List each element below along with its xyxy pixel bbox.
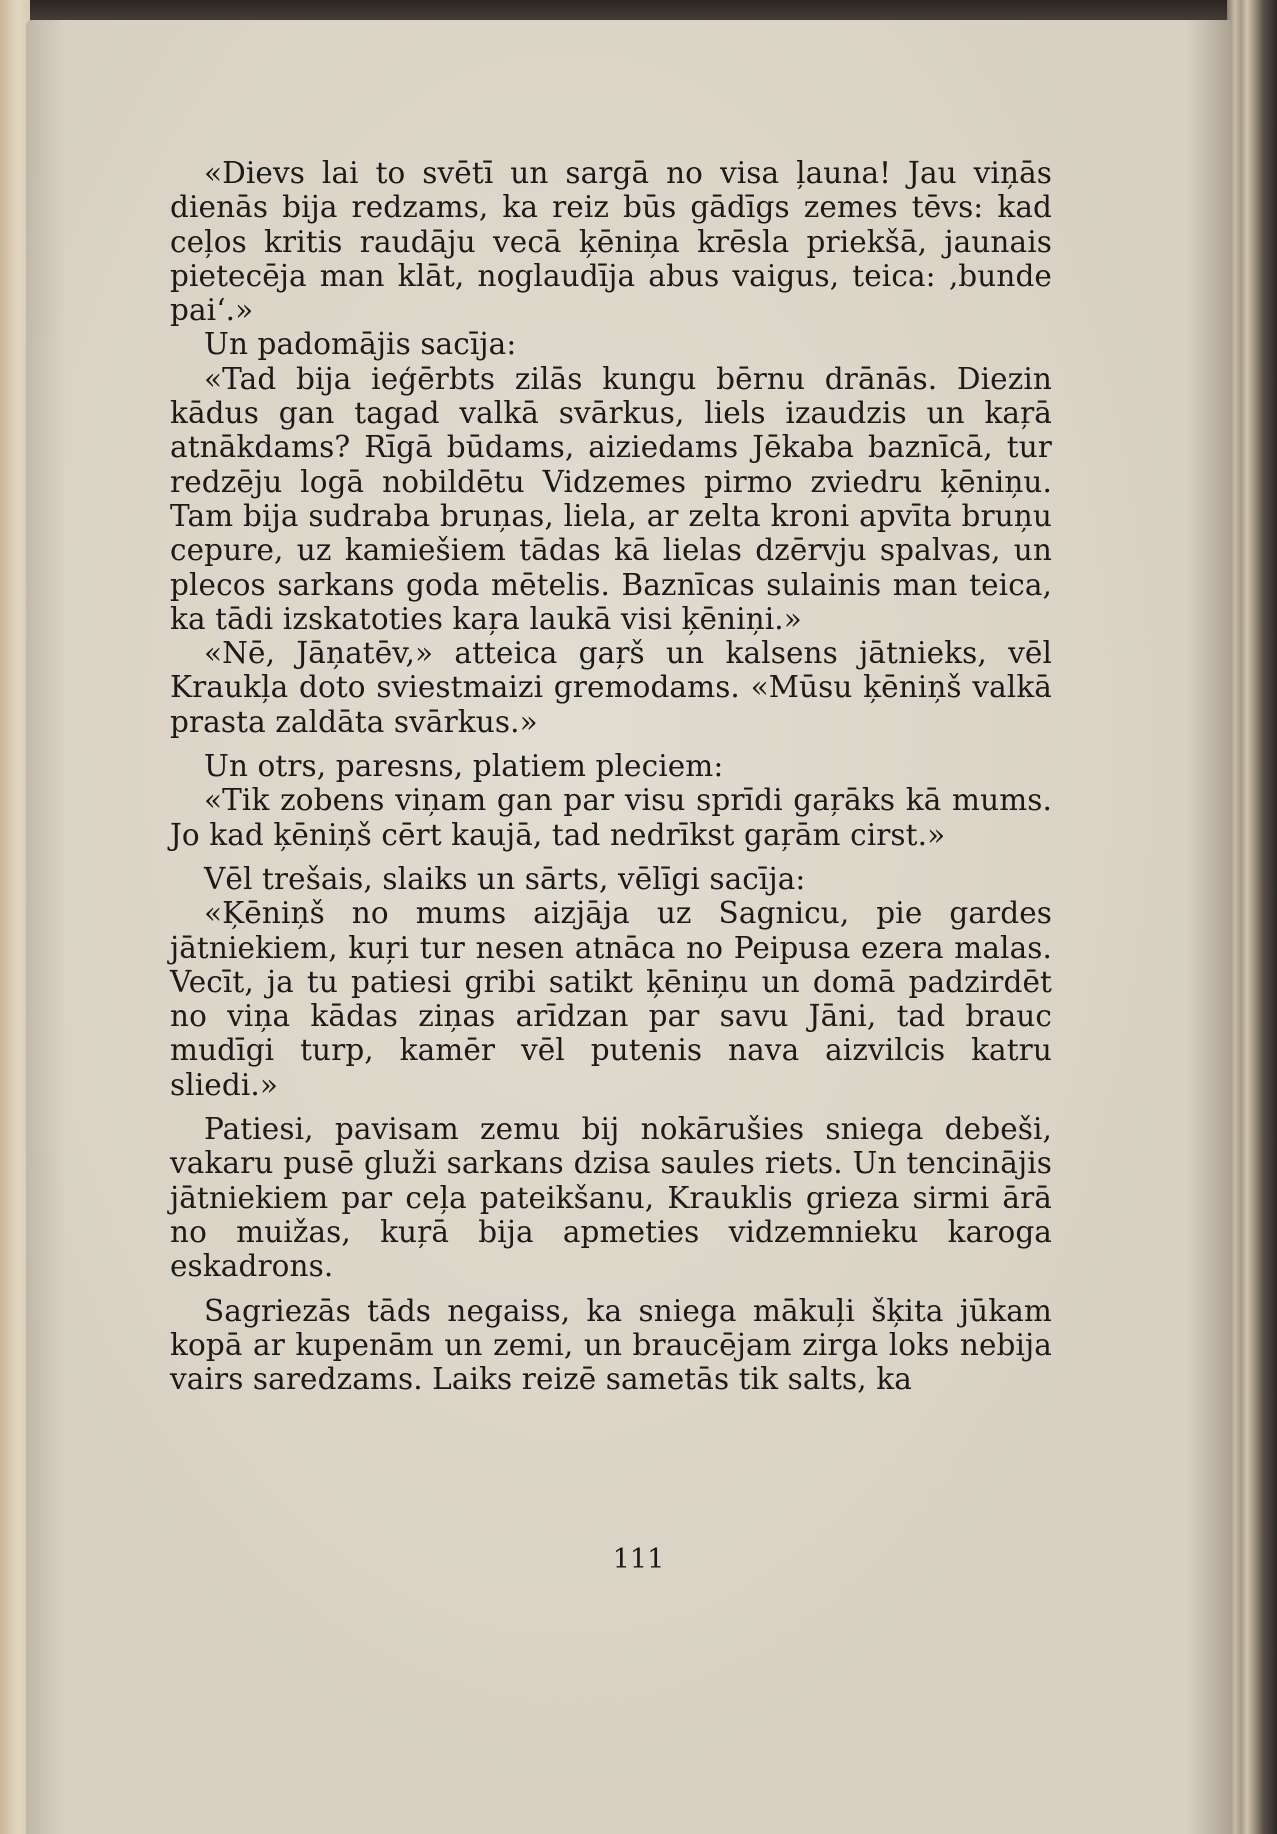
paragraph: Un padomājis sacīja: xyxy=(204,327,517,362)
paragraph: Patiesi, pavisam zemu bij nokārušies sniega debeši, vakaru pusē gluži sarkans dzisa saules riets. Un tencinājis jātniekiem par ceļa pateikšanu, Krauklis grieza sirmi ārā no muižas, kuŗā bija apmeties vidzemnieku karoga eskadrons. xyxy=(170,1112,1052,1284)
paragraph: «Tad bija ieģērbts zilās kungu bērnu drānās. Diezin kādus gan tagad valkā svārkus, liels izaudzis un kaŗā atnākdams? Rīgā būdams, aiziedams Jēkaba baznīcā, tur redzēju logā nobildētu Vidzemes pirmo zviedru ķēniņu. Tam bija sudraba bruņas, liela, ar zelta kroni apvīta bruņu cepure, uz kamiešiem tādas kā lielas dzērvju spalvas, un plecos sarkans goda mētelis. Baznīcas sulainis man teica, ka tādi izskatoties kaŗa laukā visi ķēniņi.» xyxy=(170,361,1052,636)
page-number: 111 xyxy=(612,1544,665,1575)
paragraph: «Nē, Jāņatēv,» atteica gaŗš un kalsens jātnieks, vēl Kraukļa doto sviestmaizi gremodams. «Mūsu ķēniņš valkā prasta zaldāta svārkus.» xyxy=(170,636,1052,739)
paragraph: Sagriezās tāds negaiss, ka sniega mākuļi šķita jūkam kopā ar kupenām un zemi, un braucējam zirga loks nebija vairs saredzams. Laiks reizē sametās tik salts, ka xyxy=(170,1293,1052,1397)
page-text xyxy=(170,156,1052,1396)
paragraph: Vēl trešais, slaiks un sārts, vēlīgi sacīja: xyxy=(204,861,806,896)
paragraph: Un otrs, paresns, platiem pleciem: xyxy=(204,749,724,784)
paragraph: «Ķēniņš no mums aizjāja uz Sagnicu, pie gardes jātniekiem, kuŗi tur nesen atnāca no Peipusa ezera malas. Vecīt, ja tu patiesi gribi satikt ķēniņu un domā padzirdēt no viņa kādas ziņas arīdzan par savu Jāni, tad brauc mudīgi turp, kamēr vēl putenis nava aizvilcis katru sliedi.» xyxy=(170,896,1052,1102)
paragraph: «Tik zobens viņam gan par visu sprīdi gaŗāks kā mums. Jo kad ķēniņš cērt kaujā, tad nedrīkst gaŗām cirst.» xyxy=(170,783,1052,852)
paragraph: «Dievs lai to svētī un sargā no visa ļauna! Jau viņās dienās bija redzams, ka reiz būs gādīgs zemes tēvs: kad ceļos kritis raudāju vecā ķēniņa krēsla priekšā, jaunais pietecēja man klāt, noglaudīja abus vaigus, teica: ‚bunde pai‘.» xyxy=(170,156,1052,328)
